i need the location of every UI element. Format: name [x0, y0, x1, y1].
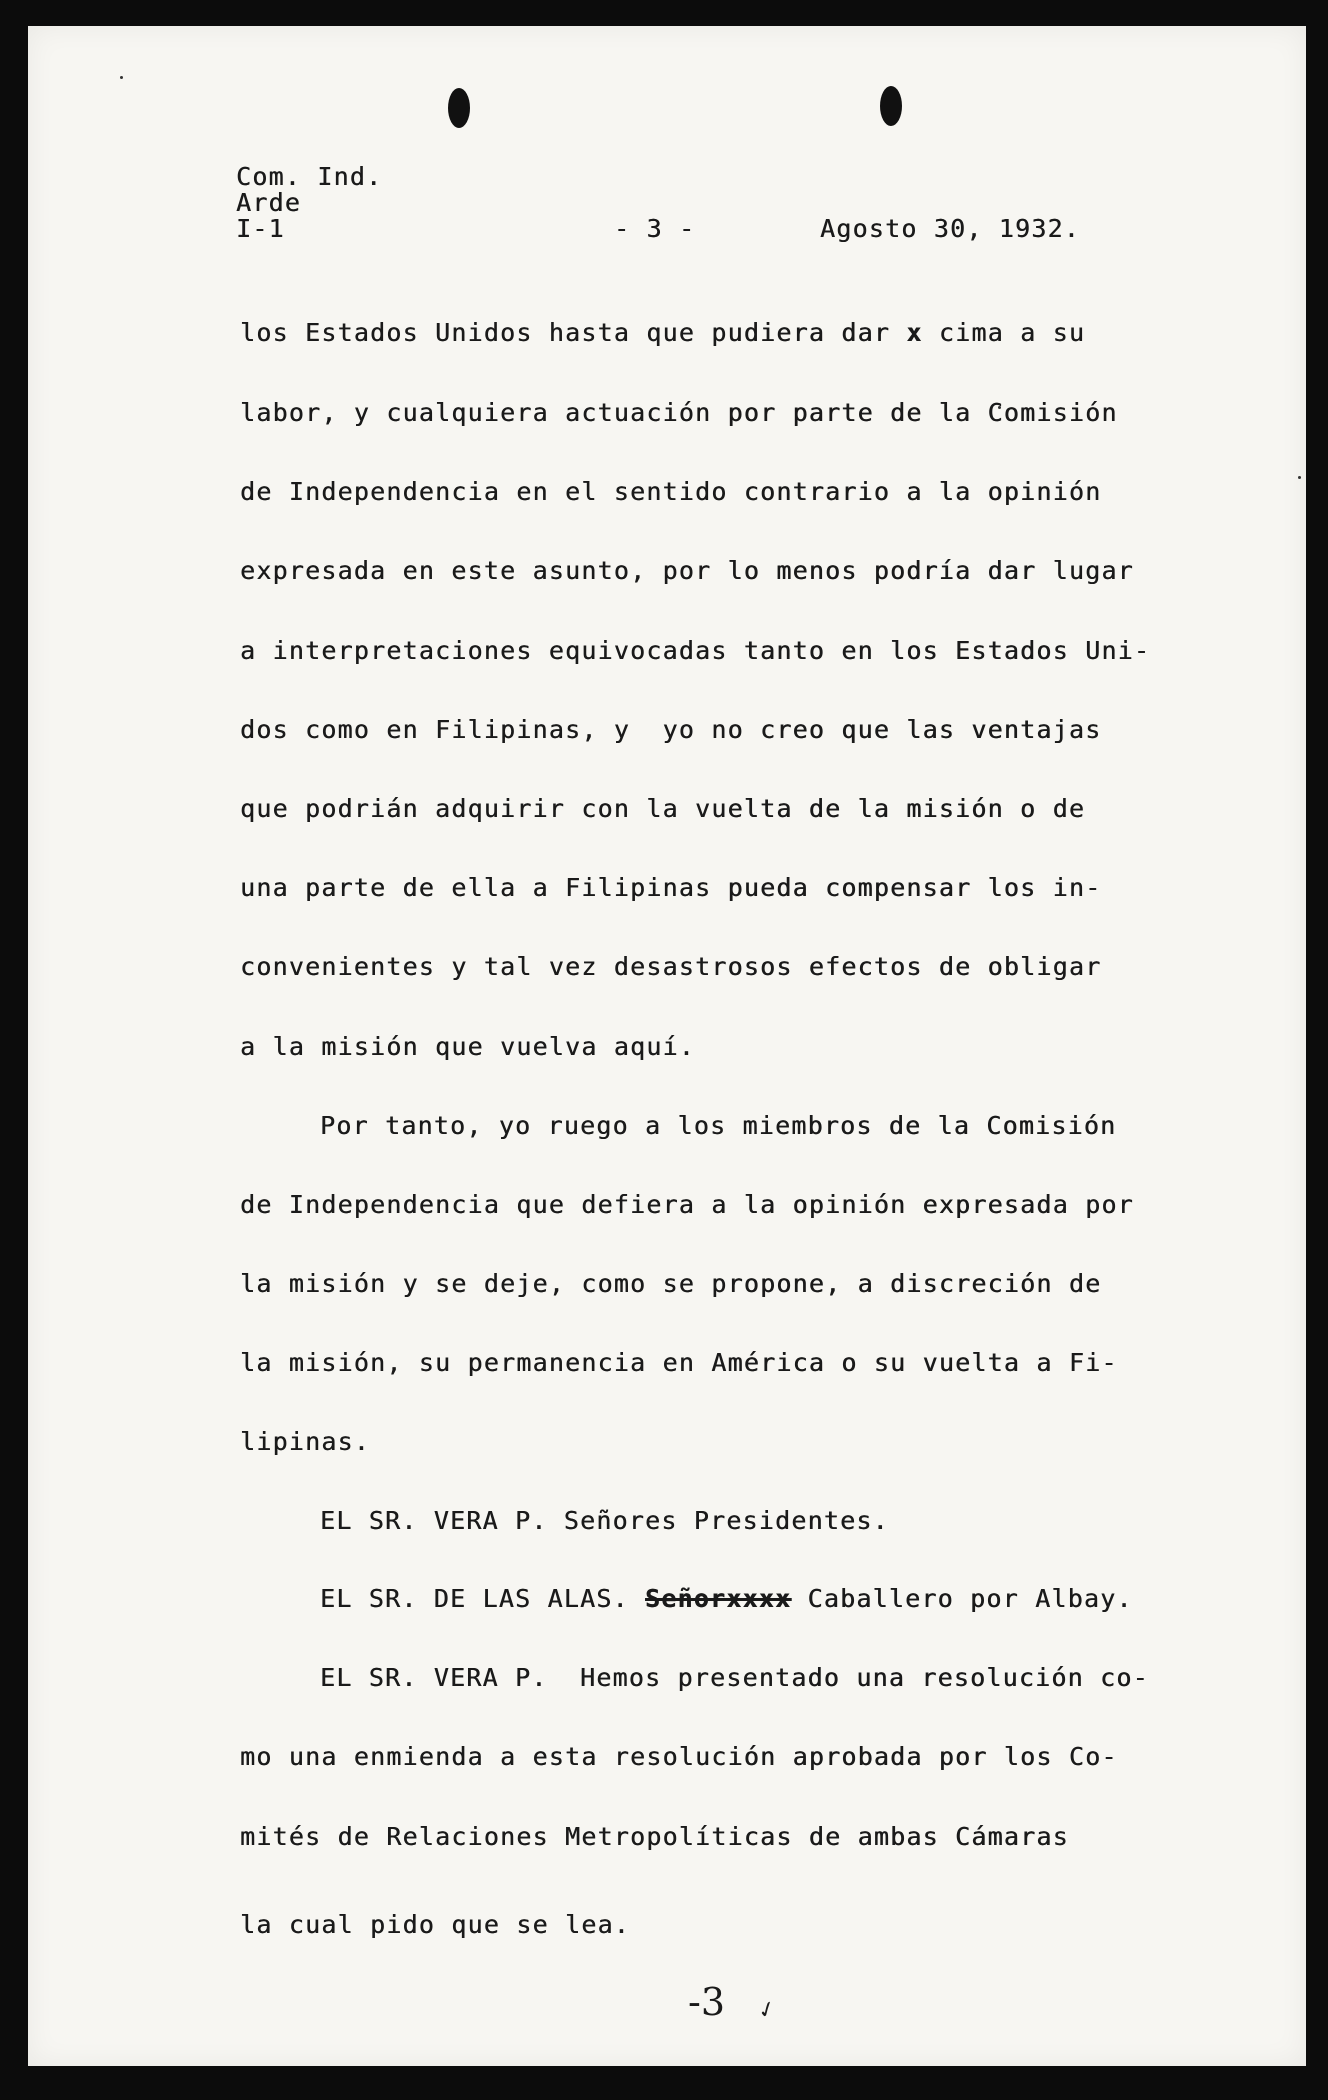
header-committee: Com. Ind.	[236, 162, 383, 191]
body-line	[240, 318, 1085, 347]
body-line: la misión y se deje, como se propone, a discreción de	[240, 1269, 1102, 1298]
body-line: Por tanto, yo ruego a los miembros de la Comisión	[320, 1111, 1117, 1140]
struck-out-text: Señorxxxx	[645, 1584, 792, 1613]
body-line: lipinas.	[240, 1427, 371, 1456]
speaker-text: Caballero por Albay.	[791, 1584, 1133, 1613]
header-date: Agosto 30, 1932.	[820, 214, 1081, 243]
header-page-number: - 3 -	[614, 214, 696, 243]
body-line: que podrián adquirir con la vuelta de la misión o de	[240, 794, 1086, 823]
header-reference: I-1	[236, 214, 285, 243]
scan-edge	[1306, 0, 1328, 2100]
body-line: mités de Relaciones Metropolíticas de ambas Cámaras	[240, 1822, 1069, 1851]
paper-speck	[120, 76, 123, 79]
check-icon: ✓	[754, 1995, 781, 2026]
body-line: la cual pido que se lea.	[240, 1910, 631, 1939]
paper-speck	[1298, 476, 1301, 479]
punch-hole-left	[448, 88, 470, 128]
body-line: a la misión que vuelva aquí.	[240, 1032, 696, 1061]
body-line: de Independencia en el sentido contrario a la opinión	[240, 477, 1102, 506]
body-text: los Estados Unidos hasta que pudiera dar	[240, 318, 907, 347]
speaker-line: EL SR. VERA P. Hemos presentado una resolución co-	[320, 1663, 1149, 1692]
body-line: una parte de ella a Filipinas pueda compensar los in-	[240, 873, 1102, 902]
body-line: a interpretaciones equivocadas tanto en los Estados Uni-	[240, 636, 1151, 665]
speaker-line: EL SR. VERA P. Señores Presidentes.	[320, 1506, 889, 1535]
speaker-line	[320, 1584, 1133, 1613]
body-line: mo una enmienda a esta resolución aprobada por los Co-	[240, 1742, 1118, 1771]
header-typist: Arde	[236, 188, 302, 217]
body-line: convenientes y tal vez desastrosos efectos de obligar	[240, 952, 1102, 981]
body-line: dos como en Filipinas, y yo no creo que las ventajas	[240, 715, 1102, 744]
body-line: la misión, su permanencia en América o su vuelta a Fi-	[240, 1348, 1118, 1377]
body-text: cima a su	[922, 318, 1086, 347]
typed-x-mark: x	[906, 318, 923, 347]
handwritten-page-number: -3	[688, 1980, 726, 2024]
body-line: de Independencia que defiera a la opinión expresada por	[240, 1190, 1134, 1219]
body-line: labor, y cualquiera actuación por parte de la Comisión	[240, 398, 1118, 427]
speaker-text: EL SR. DE LAS ALAS.	[320, 1584, 646, 1613]
body-line: expresada en este asunto, por lo menos podría dar lugar	[240, 556, 1134, 585]
punch-hole-right	[880, 86, 902, 126]
